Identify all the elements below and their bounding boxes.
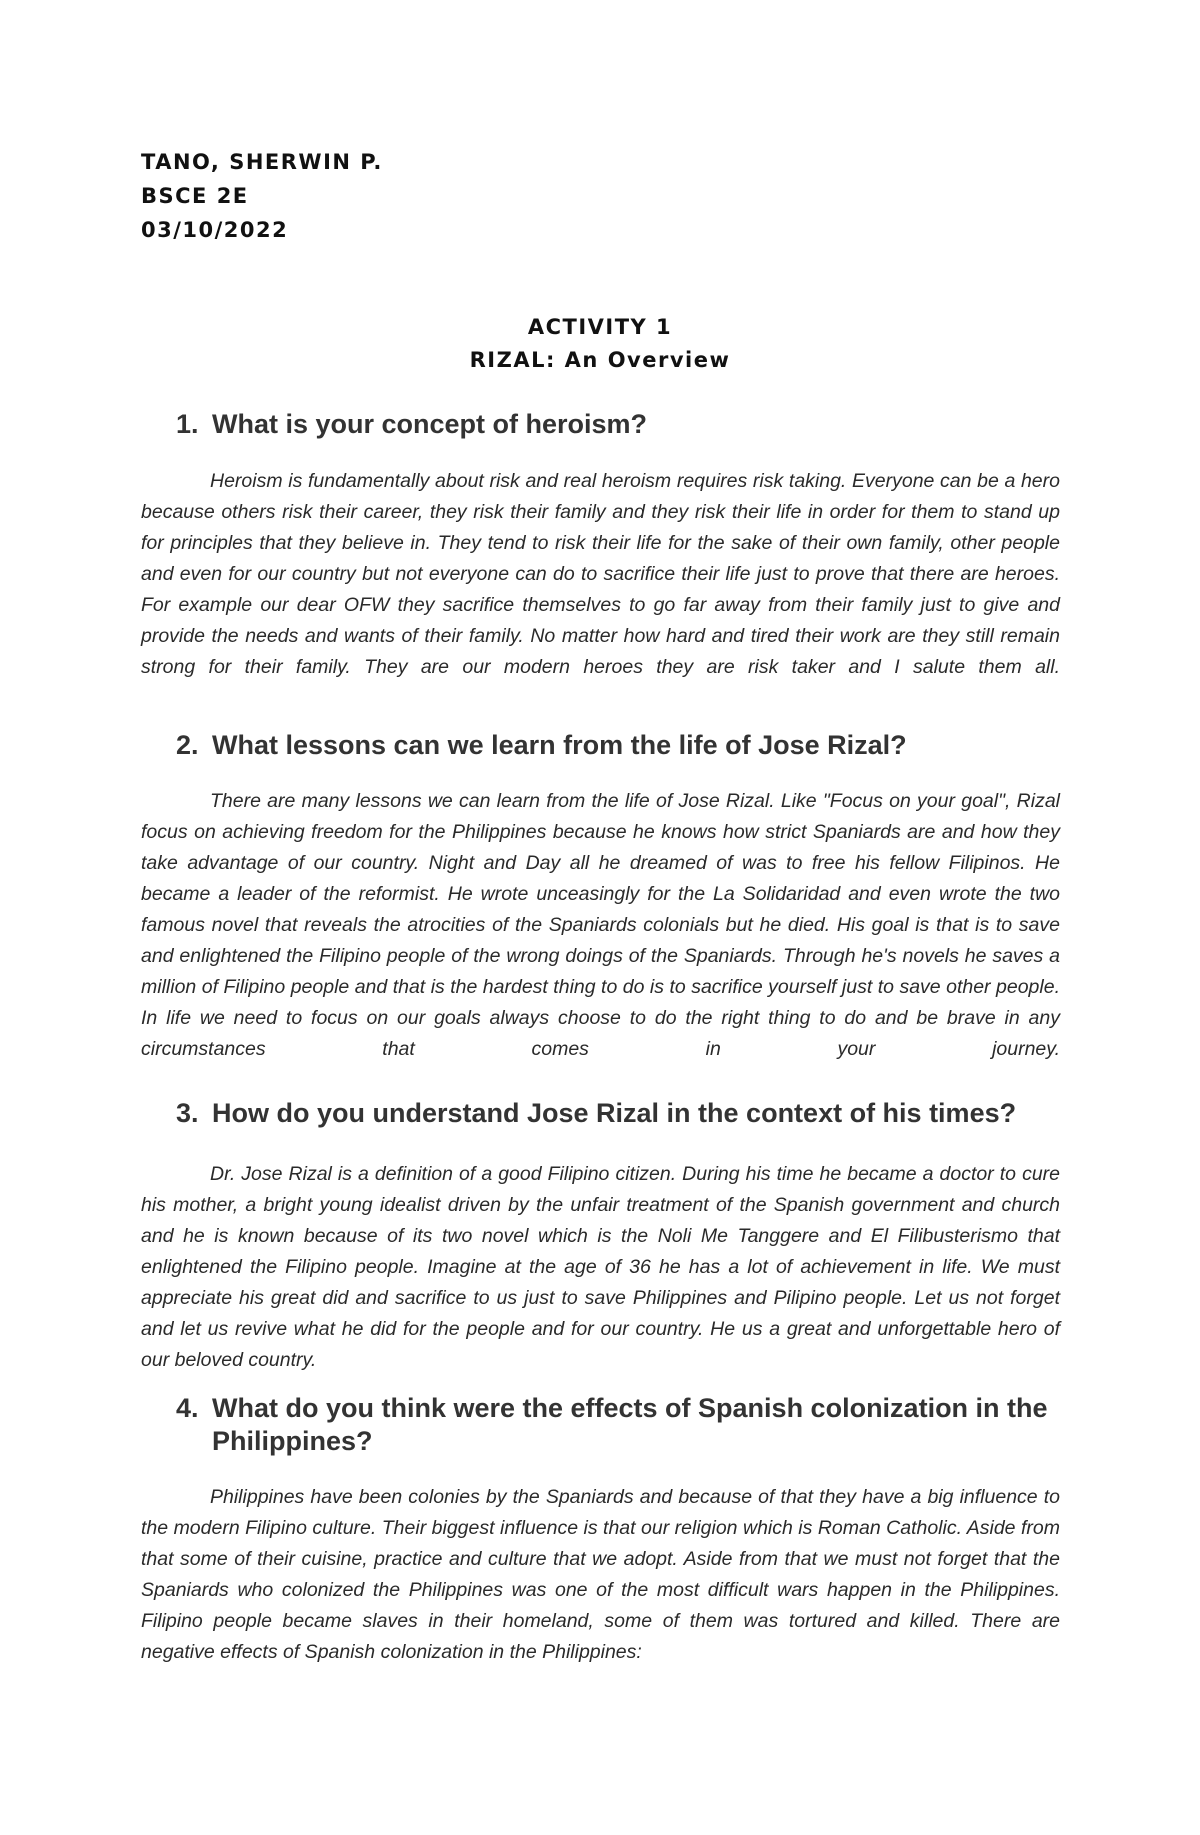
question-number: 3. (176, 1098, 199, 1128)
question-number: 2. (176, 730, 199, 760)
question-text: How do you understand Jose Rizal in the context of his times? (212, 1098, 1017, 1128)
activity-subtitle: RIZAL: An Overview (469, 348, 731, 372)
submission-date: 03/10/2022 (141, 218, 289, 242)
student-section: BSCE 2E (141, 184, 249, 208)
student-info (141, 145, 383, 247)
answer-4: Philippines have been colonies by the Spaniards and because of that they have a big influence to the modern Filipino culture. Their biggest influence is that our religion which is Roman Catholic. Aside from that some of their cuisine, practice and culture that we adopt. Aside from that we must not forget that the Spaniards who colonized the Philippines was one of the most difficult wars happen in the Philippines. Filipino people became slaves in their homeland, some of them was tortured and killed. There are negative effects of Spanish colonization in the Philippines: (141, 1486, 1060, 1663)
answer-3: Dr. Jose Rizal is a definition of a good Filipino citizen. During his time he became a doctor to cure his mother, a bright young idealist driven by the unfair treatment of the Spanish government and church and he is known because of its two novel which is the Noli Me Tanggere and El Filibusterismo that enlightened the Filipino people. Imagine at the age of 36 he has a lot of achievement in life. We must appreciate his great did and sacrifice to us just to save Philippines and Pilipino people. Let us not forget and let us revive what he did for the people and for our country. He us a great and unforgettable hero of our beloved country. (141, 1163, 1060, 1371)
question-2-heading (176, 729, 1076, 762)
student-name: TANO, SHERWIN P. (141, 150, 383, 174)
question-text: What lessons can we learn from the life of Jose Rizal? (212, 730, 907, 760)
question-number: 4. (176, 1393, 199, 1423)
question-3-heading (176, 1097, 1076, 1130)
activity-title: ACTIVITY 1 (527, 315, 673, 339)
answer-1: Heroism is fundamentally about risk and real heroism requires risk taking. Everyone can be a hero because others risk their career, they risk their family and they risk their life in order for them to stand up for principles that they believe in. They tend to risk their life for the sake of their own family, other people and even for our country but not everyone can do to sacrifice their life just to prove that there are heroes. For example our dear OFW they sacrifice themselves to go far away from their family just to give and provide the needs and wants of their family. No matter how hard and tired their work are they still remain strong for their family. They are our modern heroes they are risk taker and I salute them all. (141, 470, 1060, 678)
question-4-heading (176, 1392, 1076, 1458)
question-text: What do you think were the effects of Spanish colonization in the Philippines? (212, 1393, 1048, 1456)
question-number: 1. (176, 409, 199, 439)
question-text: What is your concept of heroism? (212, 409, 648, 439)
answer-2: There are many lessons we can learn from the life of Jose Rizal. Like "Focus on your goal", Rizal focus on achieving freedom for the Philippines because he knows how strict Spaniards are and how they take advantage of our country. Night and Day all he dreamed of was to free his fellow Filipinos. He became a leader of the reformist. He wrote unceasingly for the La Solidaridad and even wrote the two famous novel that reveals the atrocities of the Spaniards colonials but he died. His goal is that is to save and enlightened the Filipino people of the wrong doings of the Spaniards. Through he's novels he saves a million of Filipino people and that is the hardest thing to do is to sacrifice yourself just to save other people. In life we need to focus on our goals always choose to do the right thing to do and be brave in any circumstances that comes in your journey. (141, 790, 1060, 1060)
question-1-heading (176, 408, 1076, 441)
document-title (0, 311, 1200, 377)
